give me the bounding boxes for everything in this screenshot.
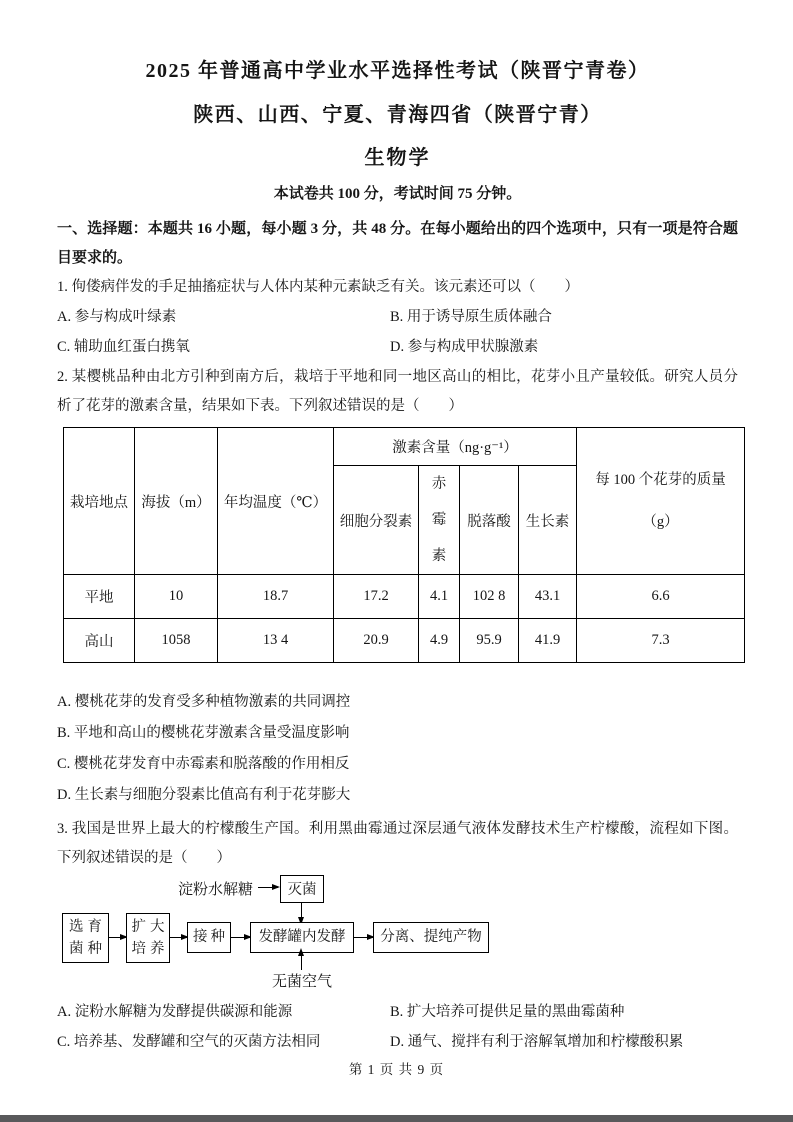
col-header-mass-line1: 每 100 个花芽的质量 [595, 472, 726, 488]
cell-location: 平地 [64, 575, 135, 619]
flow-box-expand-culture: 扩大 培养 [126, 913, 170, 963]
q1-stem: 1. 佝偻病伴发的手足抽搐症状与人体内某种元素缺乏有关。该元素还可以（ ） [57, 279, 579, 295]
q2-option-c: C. 樱桃花芽发育中赤霉素和脱落酸的作用相反 [57, 756, 350, 772]
flow-arrow-up-icon [301, 955, 302, 970]
cell-mass: 7.3 [577, 619, 745, 663]
cell-mass: 6.6 [577, 575, 745, 619]
q2-option-b: B. 平地和高山的樱桃花芽激素含量受温度影响 [57, 725, 350, 741]
col-header-temperature: 年均温度（℃） [218, 428, 334, 575]
q3-option-a: A. 淀粉水解糖为发酵提供碳源和能源 [57, 1004, 293, 1020]
cell-auxin: 43.1 [519, 575, 577, 619]
cell-altitude: 10 [135, 575, 218, 619]
q3-option-d: D. 通气、搅拌有利于溶解氧增加和柠檬酸积累 [390, 1034, 684, 1050]
q1-option-b: B. 用于诱导原生质体融合 [390, 309, 552, 325]
cell-temperature: 13 4 [218, 619, 334, 663]
cell-auxin: 41.9 [519, 619, 577, 663]
flow-arrow-right-icon [170, 937, 187, 938]
col-header-aba: 脱落酸 [460, 466, 519, 575]
q2-stem: 2. 某樱桃品种由北方引种到南方后，栽培于平地和同一地区高山的相比，花芽小且产量较低。研究人员分析了花芽的激素含量，结果如下表。下列叙述错误的是（ ） [57, 369, 738, 414]
cell-altitude: 1058 [135, 619, 218, 663]
q2-options [57, 687, 738, 811]
flow-arrow-right-icon [109, 937, 126, 938]
table-header-row-1 [64, 428, 745, 466]
q2-hormone-table [63, 427, 745, 663]
subject-title: 生物学 [364, 147, 431, 169]
cell-gibberellin: 4.9 [419, 619, 460, 663]
col-header-auxin: 生长素 [519, 466, 577, 575]
cell-aba: 102 8 [460, 575, 519, 619]
q2-option-a: A. 樱桃花芽的发育受多种植物激素的共同调控 [57, 694, 351, 710]
cell-location: 高山 [64, 619, 135, 663]
cell-gibberellin: 4.1 [419, 575, 460, 619]
col-header-mass-line2: （g） [642, 514, 679, 530]
section-1-header: 一、选择题：本题共 16 小题，每小题 3 分，共 48 分。在每小题给出的四个选项中，只有一项是符合题目要求的。 [57, 221, 738, 266]
cell-cytokinin: 20.9 [334, 619, 419, 663]
citric-acid-flow-diagram [57, 873, 738, 993]
q1-option-d: D. 参与构成甲状腺激素 [390, 339, 539, 355]
q3-option-c: C. 培养基、发酵罐和空气的灭菌方法相同 [57, 1034, 321, 1050]
q3-options [57, 997, 738, 1057]
cell-aba: 95.9 [460, 619, 519, 663]
flow-arrow-right-icon [354, 937, 373, 938]
exam-title: 2025 年普通高中学业水平选择性考试（陕晋宁青卷） [145, 60, 650, 82]
q3-option-b: B. 扩大培养可提供足量的黑曲霉菌种 [390, 1004, 625, 1020]
q1-option-c: C. 辅助血红蛋白携氧 [57, 339, 190, 355]
exam-info: 本试卷共 100 分，考试时间 75 分钟。 [273, 186, 522, 202]
q1-options [57, 302, 738, 362]
page-bottom-bar [0, 1115, 793, 1122]
flow-arrow-right-icon [258, 887, 278, 888]
q1-option-a: A. 参与构成叶绿素 [57, 309, 177, 325]
flow-box-separate-purify: 分离、提纯产物 [373, 922, 489, 953]
table-row-mountain [64, 619, 745, 663]
flow-box-strain-selection: 选育 菌种 [62, 913, 109, 963]
flow-arrow-down-icon [301, 903, 302, 918]
cell-cytokinin: 17.2 [334, 575, 419, 619]
flow-box-fermenter: 发酵罐内发酵 [250, 922, 354, 953]
col-header-gibberellin: 赤霉素 [419, 466, 460, 575]
col-header-cytokinin: 细胞分裂素 [334, 466, 419, 575]
table-row-plain [64, 575, 745, 619]
cell-temperature: 18.7 [218, 575, 334, 619]
flow-label-sterile-air: 无菌空气 [272, 974, 333, 990]
exam-subtitle: 陕西、山西、宁夏、青海四省（陕晋宁青） [193, 104, 602, 126]
flow-box-sterilize: 灭菌 [280, 875, 324, 903]
page-footer: 第 1 页 共 9 页 [348, 1062, 445, 1077]
flow-arrow-right-icon [231, 937, 250, 938]
col-header-altitude: 海拔（m） [135, 428, 218, 575]
q2-option-d: D. 生长素与细胞分裂素比值高有利于花芽膨大 [57, 787, 351, 803]
q3-stem: 3. 我国是世界上最大的柠檬酸生产国。利用黑曲霉通过深层通气液体发酵技术生产柠檬酸，流程如下图。下列叙述错误的是（ ） [57, 821, 738, 866]
col-header-mass [577, 428, 745, 575]
col-header-hormone-group: 激素含量（ng·g⁻¹） [334, 428, 577, 466]
flow-box-inoculate: 接种 [187, 922, 231, 953]
col-header-location: 栽培地点 [64, 428, 135, 575]
flow-label-starch-hydrolysate: 淀粉水解糖 [178, 882, 254, 898]
